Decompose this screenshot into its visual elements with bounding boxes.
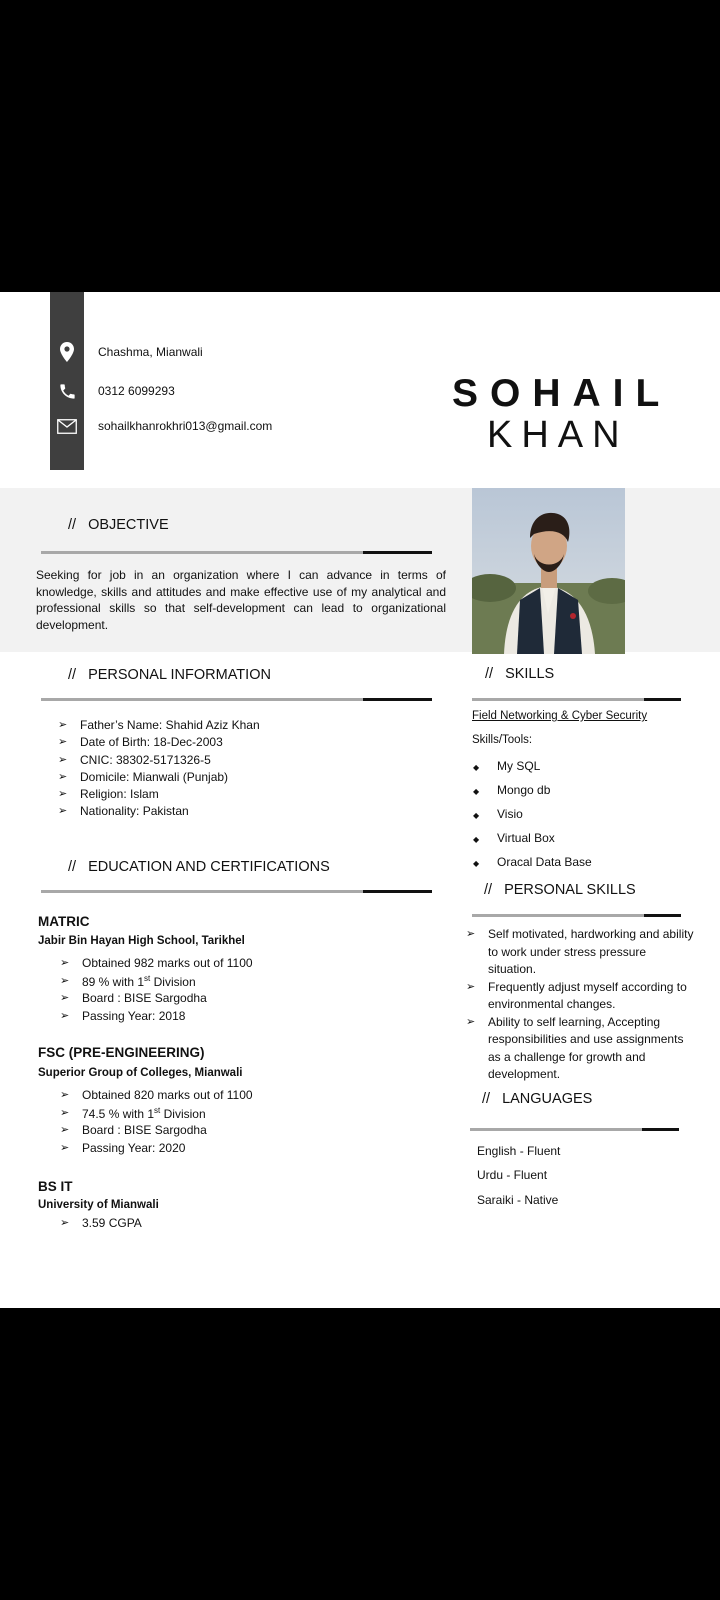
personal-info-title: // PERSONAL INFORMATION: [68, 667, 271, 683]
phone-icon: [50, 378, 84, 404]
contact-phone: 0312 6099293: [98, 384, 175, 398]
personal-skills-list: [466, 926, 696, 1084]
languages-rule-accent: [642, 1128, 679, 1131]
list-item: ➢ Nationality: Pakistan: [58, 804, 189, 819]
education-heading: BS IT: [38, 1179, 73, 1194]
list-item: ➢ 74.5 % with 1st Division: [60, 1105, 206, 1121]
education-school: Jabir Bin Hayan High School, Tarikhel: [38, 935, 245, 947]
list-item: ➢ Frequently adjust myself according to environmental changes.: [466, 979, 687, 1011]
languages-title: // LANGUAGES: [482, 1091, 593, 1107]
objective-rule-accent: [363, 551, 432, 554]
language-item: English - Fluent: [477, 1144, 561, 1158]
list-item: ➢ Obtained 820 marks out of 1100: [60, 1088, 253, 1102]
education-school: Superior Group of Colleges, Mianwali: [38, 1067, 243, 1079]
education-heading: FSC (PRE-ENGINEERING): [38, 1045, 205, 1060]
location-pin-icon: [50, 339, 84, 365]
list-item: ➢ Father’s Name: Shahid Aziz Khan: [58, 718, 260, 732]
list-item: ➢ Passing Year: 2020: [60, 1140, 186, 1155]
objective-text: Seeking for job in an organization where I can advance in terms of knowledge, skills and attitudes and make effective use of my analytical and professional skills so that self-development can lead to organizational development.: [36, 568, 446, 632]
education-matric-list: [60, 956, 430, 1026]
education-title: // EDUCATION AND CERTIFICATIONS: [68, 859, 330, 875]
list-item: ◆ Mongo db: [473, 783, 551, 797]
list-item: ➢ Passing Year: 2018: [60, 1008, 186, 1023]
language-item: Saraiki - Native: [477, 1193, 559, 1207]
list-item: ◆ Virtual Box: [473, 831, 555, 845]
list-item: ➢ 89 % with 1st Division: [60, 973, 196, 989]
list-item: ➢ Self motivated, hardworking and ability to work under stress pressure situation.: [466, 927, 694, 976]
name-last: KHAN: [487, 414, 629, 456]
skills-rule: [472, 698, 644, 701]
list-item: ◆ Visio: [473, 807, 523, 821]
education-rule: [41, 890, 363, 893]
skills-tools-list: [472, 758, 702, 878]
contact-location: Chashma, Mianwali: [98, 345, 203, 359]
list-item: ➢ Board : BISE Sargodha: [60, 1123, 207, 1137]
contact-email: sohailkhanrokhri013@gmail.com: [98, 419, 273, 433]
skills-rule-accent: [644, 698, 681, 701]
list-item: ➢ CNIC: 38302-5171326-5: [58, 752, 211, 767]
profile-photo: [472, 488, 625, 654]
language-item: Urdu - Fluent: [477, 1168, 548, 1182]
list-item: ◆ Oracal Data Base: [473, 855, 592, 869]
list-item: ➢ Religion: Islam: [58, 787, 159, 802]
objective-rule: [41, 551, 363, 554]
personal-skills-rule: [472, 914, 644, 917]
list-item: ◆ My SQL: [473, 759, 541, 773]
list-item: ➢ Obtained 982 marks out of 1100: [60, 956, 253, 970]
education-bs-list: [60, 1216, 430, 1234]
education-heading: MATRIC: [38, 914, 90, 929]
resume-page: [0, 292, 720, 1308]
skills-tools-label: Skills/Tools:: [472, 734, 533, 746]
skills-title: // SKILLS: [485, 666, 555, 682]
envelope-icon: [50, 413, 84, 439]
personal-info-rule: [41, 698, 363, 701]
languages-rule: [470, 1128, 642, 1131]
list-item: ➢ Date of Birth: 18-Dec-2003: [58, 735, 223, 750]
objective-title: // OBJECTIVE: [68, 517, 169, 533]
personal-skills-rule-accent: [644, 914, 681, 917]
personal-info-rule-accent: [363, 698, 432, 701]
education-school: University of Mianwali: [38, 1199, 159, 1211]
list-item: ➢ Domicile: Mianwali (Punjab): [58, 769, 229, 784]
education-rule-accent: [363, 890, 432, 893]
personal-skills-title: // PERSONAL SKILLS: [484, 882, 636, 898]
skills-field: Field Networking & Cyber Security: [472, 710, 648, 722]
personal-info-list: [58, 718, 438, 822]
list-item: ➢ 3.59 CGPA: [60, 1216, 142, 1230]
list-item: ➢ Board : BISE Sargodha: [60, 991, 207, 1005]
education-fsc-list: [60, 1088, 430, 1158]
name-first: SOHAIL: [452, 372, 672, 415]
list-item: ➢ Ability to self learning, Accepting responsibilities and use assignments as a challenge for growth and development.: [466, 1014, 684, 1081]
